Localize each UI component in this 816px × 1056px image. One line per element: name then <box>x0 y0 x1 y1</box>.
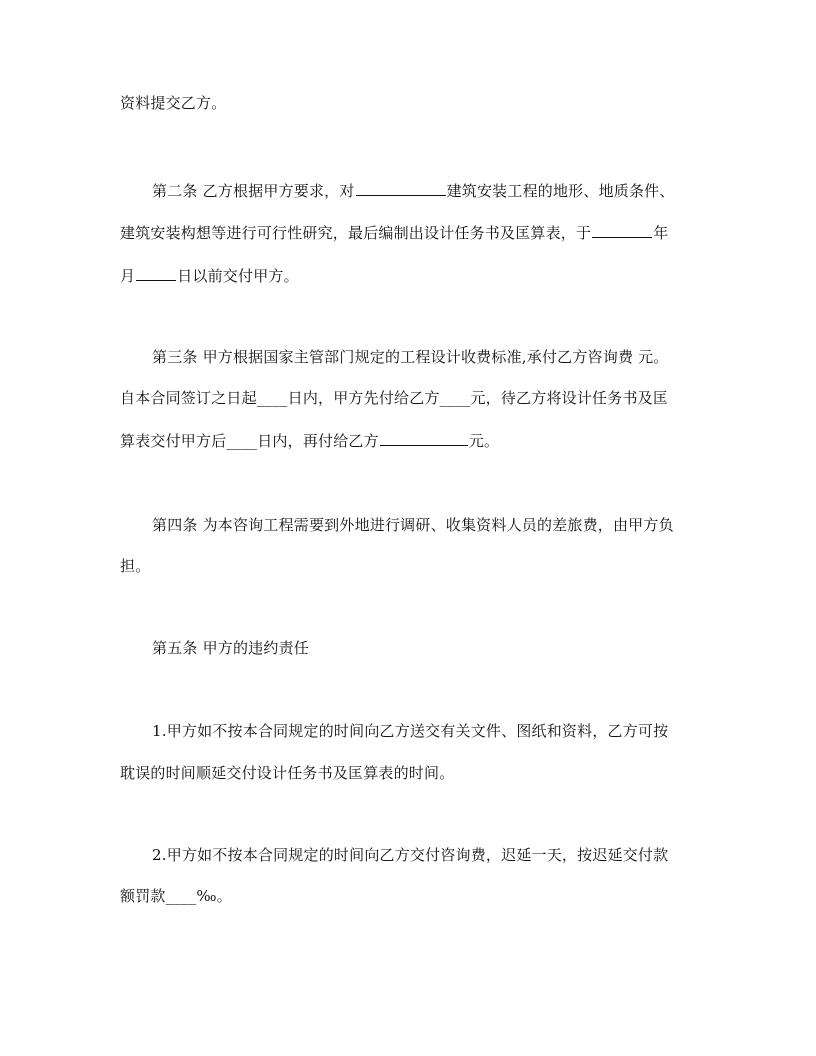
article-2-line-1 <box>152 180 675 201</box>
article-5-item-2-line-2 <box>120 886 232 906</box>
fill-blank: ____ <box>165 887 197 905</box>
text: 资料提交乙方。 <box>120 94 227 112</box>
article-3-line-3 <box>120 430 499 451</box>
fill-blank: ____ <box>256 389 288 407</box>
text: 第四条 为本咨询工程需要到外地进行调研、收集资料人员的差旅费，由甲方负 <box>152 516 674 534</box>
text: 元，待乙方将设计任务书及匡 <box>470 389 669 407</box>
text: 日内，再付给乙方 <box>257 432 379 450</box>
fill-blank: ____ <box>439 389 471 407</box>
text: 自本合同签订之日起 <box>120 389 257 407</box>
article-5-item-1-line-1 <box>152 721 668 741</box>
text: 月 <box>120 267 136 285</box>
text: 第三条 甲方根据国家主管部门规定的工程设计收费标准,承付乙方咨询费 元。 <box>152 348 669 366</box>
article-3-line-1 <box>152 347 669 367</box>
article-4-line-2 <box>120 556 150 576</box>
text: 1.甲方如不按本合同规定的时间向乙方送交有关文件、图纸和资料，乙方可按 <box>152 722 669 740</box>
paragraph-line <box>120 93 226 113</box>
text: 建筑安装工程的地形、地质条件、 <box>446 182 675 200</box>
text: 年 <box>653 224 669 242</box>
article-5-item-1-line-2 <box>120 763 454 783</box>
fill-blank <box>380 430 468 446</box>
text: 元。 <box>468 432 500 450</box>
text: 担。 <box>120 557 151 575</box>
text: 第五条 甲方的违约责任 <box>152 639 309 657</box>
text: 日以前交付甲方。 <box>177 267 299 285</box>
fill-blank <box>356 180 446 196</box>
text: 2.甲方如不按本合同规定的时间向乙方交付咨询费，迟延一天，按迟延交付款 <box>152 846 669 864</box>
article-5-heading <box>152 638 309 658</box>
article-5-item-2-line-1 <box>152 845 668 865</box>
article-3-line-2 <box>120 388 668 408</box>
text: 日内，甲方先付给乙方 <box>287 389 440 407</box>
text: 耽误的时间顺延交付设计任务书及匡算表的时间。 <box>120 764 455 782</box>
text: 额罚款 <box>120 887 166 905</box>
article-2-line-3 <box>120 265 299 286</box>
fill-blank: ____ <box>226 432 258 450</box>
article-2-line-2 <box>120 222 668 243</box>
article-4-line-1 <box>152 515 674 535</box>
text: 算表交付甲方后 <box>120 432 227 450</box>
text: 建筑安装构想等进行可行性研究，最后编制出设计任务书及匡算表，于 <box>120 224 592 242</box>
fill-blank <box>592 222 652 238</box>
text: 第二条 乙方根据甲方要求，对 <box>152 182 355 200</box>
text: ‰。 <box>196 887 232 905</box>
fill-blank <box>136 265 176 281</box>
